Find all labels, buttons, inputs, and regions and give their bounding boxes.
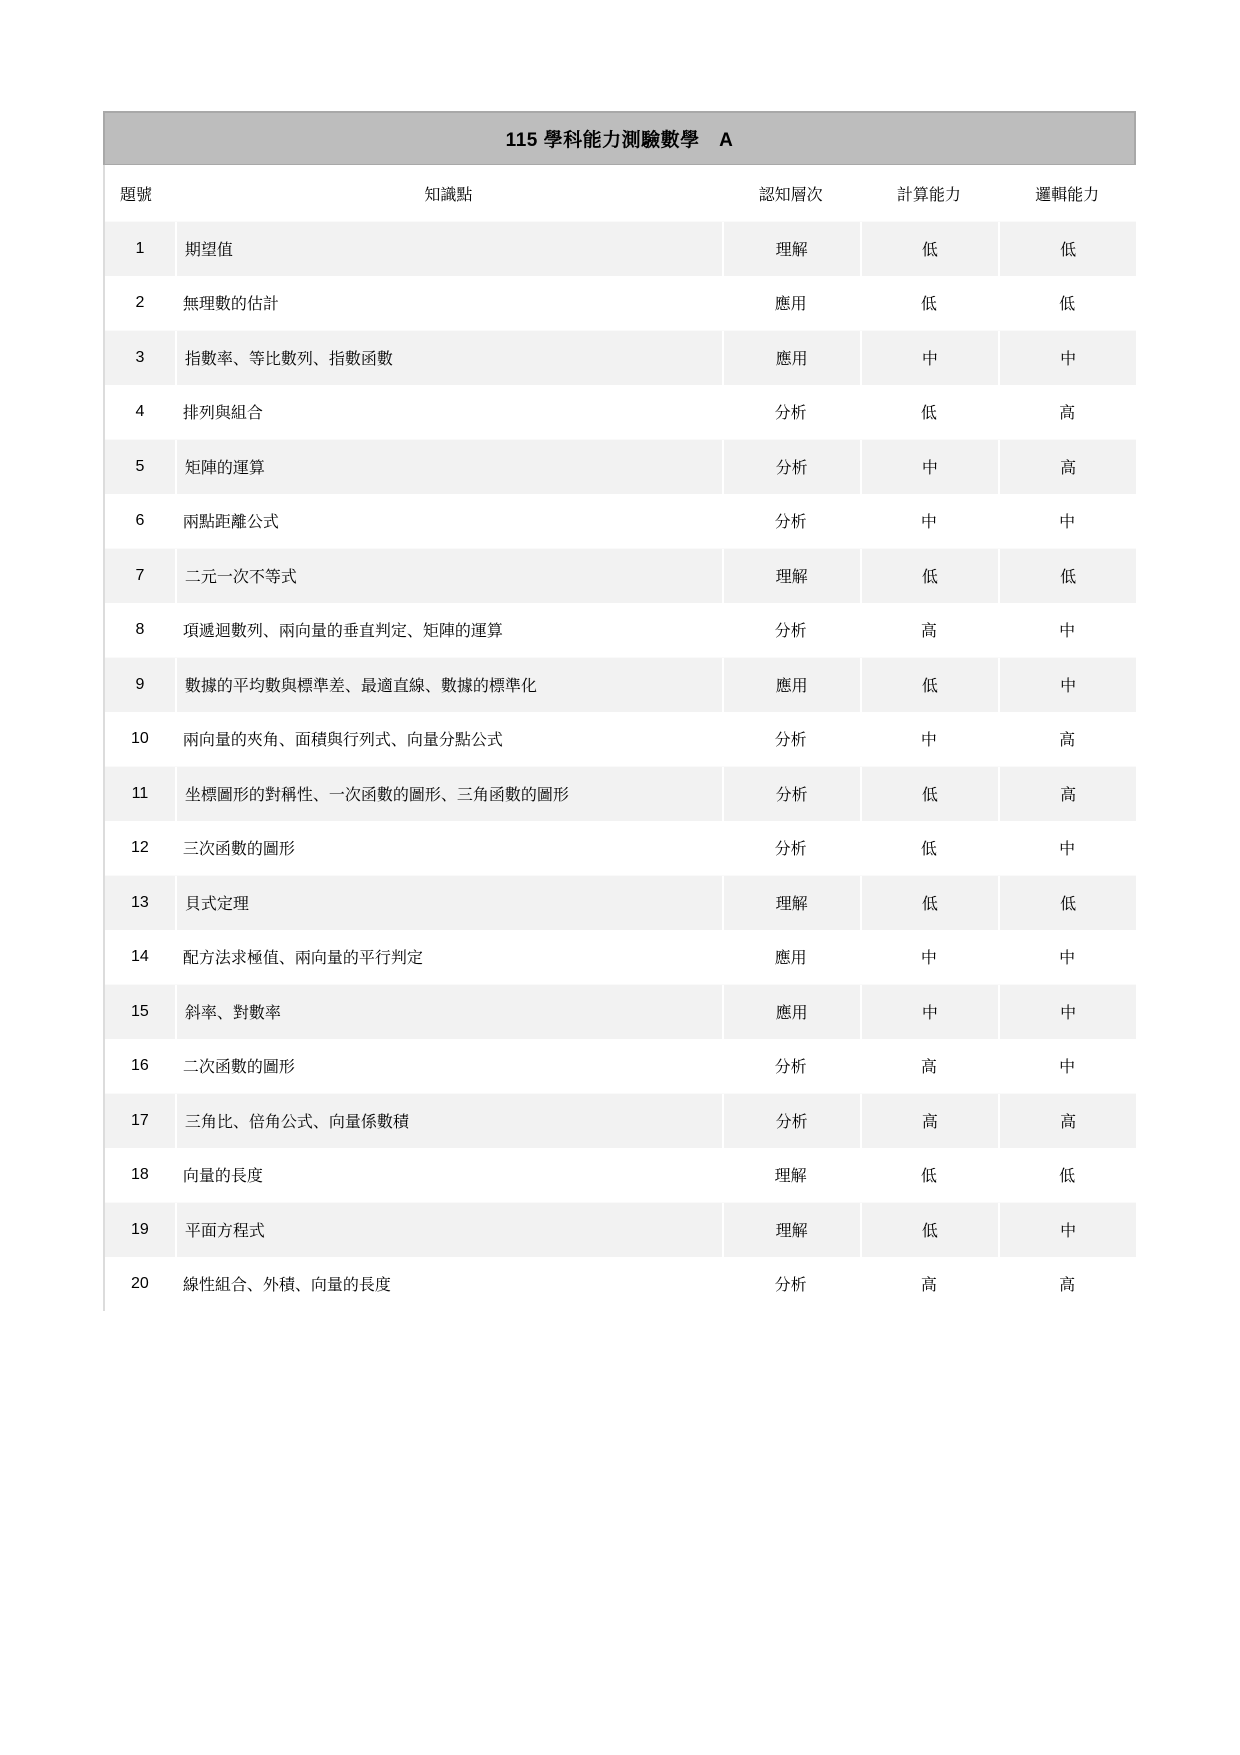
row-logic: 中	[998, 331, 1136, 385]
row-number: 15	[105, 985, 175, 1039]
table-row	[105, 1257, 1136, 1312]
row-calculation: 高	[860, 1257, 999, 1312]
table-row	[105, 1202, 1136, 1257]
row-logic: 中	[998, 1203, 1136, 1257]
row-topic: 配方法求極值、兩向量的平行判定	[175, 930, 722, 985]
table-row	[105, 821, 1136, 876]
row-topic: 項遞迴數列、兩向量的垂直判定、矩陣的運算	[175, 603, 722, 658]
row-cognitive-level: 分析	[722, 1094, 860, 1148]
row-logic: 高	[998, 712, 1136, 767]
row-topic: 排列與組合	[175, 385, 722, 440]
row-calculation: 高	[860, 603, 999, 658]
row-topic: 數據的平均數與標準差、最適直線、數據的標準化	[175, 658, 722, 712]
row-cognitive-level: 應用	[722, 930, 860, 985]
table-row	[105, 385, 1136, 440]
exam-analysis-table	[103, 111, 1136, 1311]
table-row	[105, 603, 1136, 658]
row-logic: 低	[998, 1148, 1136, 1203]
table-header-row	[105, 165, 1136, 221]
row-number: 4	[105, 385, 175, 440]
table-row	[105, 712, 1136, 767]
row-topic: 平面方程式	[175, 1203, 722, 1257]
row-logic: 低	[998, 876, 1136, 930]
column-header-topic: 知識點	[424, 186, 473, 204]
row-cognitive-level: 分析	[722, 821, 860, 876]
row-logic: 高	[998, 1094, 1136, 1148]
table-row	[105, 548, 1136, 603]
row-cognitive-level: 應用	[722, 276, 860, 331]
row-number: 7	[105, 549, 175, 603]
table-title: 115 學科能力測驗數學 A	[103, 111, 1136, 165]
row-number: 5	[105, 440, 175, 494]
row-topic: 三角比、倍角公式、向量係數積	[175, 1094, 722, 1148]
row-calculation: 低	[860, 658, 999, 712]
row-number: 13	[105, 876, 175, 930]
row-topic: 矩陣的運算	[175, 440, 722, 494]
table-row	[105, 1148, 1136, 1203]
table-row	[105, 875, 1136, 930]
row-calculation: 低	[860, 821, 999, 876]
row-logic: 中	[998, 603, 1136, 658]
table-row	[105, 930, 1136, 985]
row-number: 1	[105, 222, 175, 276]
row-calculation: 低	[860, 276, 999, 331]
row-calculation: 中	[860, 930, 999, 985]
row-calculation: 低	[860, 222, 999, 276]
row-cognitive-level: 分析	[722, 1257, 860, 1312]
row-number: 19	[105, 1203, 175, 1257]
column-header-calculation: 計算能力	[896, 186, 961, 204]
row-cognitive-level: 應用	[722, 985, 860, 1039]
row-calculation: 中	[860, 494, 999, 549]
row-cognitive-level: 分析	[722, 494, 860, 549]
row-cognitive-level: 分析	[722, 1039, 860, 1094]
row-number: 8	[105, 603, 175, 658]
row-calculation: 高	[860, 1094, 999, 1148]
row-logic: 高	[998, 767, 1136, 821]
row-cognitive-level: 分析	[722, 385, 860, 440]
row-number: 11	[105, 767, 175, 821]
row-calculation: 低	[860, 549, 999, 603]
table-row	[105, 439, 1136, 494]
row-cognitive-level: 分析	[722, 603, 860, 658]
row-logic: 中	[998, 494, 1136, 549]
row-topic: 坐標圖形的對稱性、一次函數的圖形、三角函數的圖形	[175, 767, 722, 821]
row-cognitive-level: 理解	[722, 549, 860, 603]
row-cognitive-level: 理解	[722, 222, 860, 276]
row-logic: 低	[998, 222, 1136, 276]
row-calculation: 中	[860, 985, 999, 1039]
row-topic: 貝式定理	[175, 876, 722, 930]
row-cognitive-level: 分析	[722, 712, 860, 767]
row-topic: 指數率、等比數列、指數函數	[175, 331, 722, 385]
table-body	[105, 221, 1136, 1311]
row-logic: 中	[998, 930, 1136, 985]
row-number: 12	[105, 821, 175, 876]
row-cognitive-level: 應用	[722, 658, 860, 712]
row-logic: 高	[998, 1257, 1136, 1312]
row-topic: 兩點距離公式	[175, 494, 722, 549]
row-calculation: 低	[860, 1148, 999, 1203]
row-topic: 斜率、對數率	[175, 985, 722, 1039]
table-grid	[103, 165, 1136, 1311]
row-logic: 低	[998, 276, 1136, 331]
row-topic: 線性組合、外積、向量的長度	[175, 1257, 722, 1312]
row-number: 2	[105, 276, 175, 331]
column-header-number: 題號	[120, 186, 153, 204]
row-calculation: 低	[860, 1203, 999, 1257]
row-number: 18	[105, 1148, 175, 1203]
table-row	[105, 657, 1136, 712]
row-topic: 三次函數的圖形	[175, 821, 722, 876]
row-cognitive-level: 理解	[722, 876, 860, 930]
column-header-cognitive-level: 認知層次	[758, 186, 823, 204]
row-topic: 向量的長度	[175, 1148, 722, 1203]
table-row	[105, 766, 1136, 821]
row-topic: 二次函數的圖形	[175, 1039, 722, 1094]
row-calculation: 低	[860, 876, 999, 930]
row-logic: 中	[998, 821, 1136, 876]
row-number: 9	[105, 658, 175, 712]
row-calculation: 高	[860, 1039, 999, 1094]
row-cognitive-level: 應用	[722, 331, 860, 385]
row-number: 14	[105, 930, 175, 985]
row-calculation: 低	[860, 767, 999, 821]
row-logic: 中	[998, 985, 1136, 1039]
row-logic: 中	[998, 658, 1136, 712]
row-topic: 兩向量的夾角、面積與行列式、向量分點公式	[175, 712, 722, 767]
row-number: 17	[105, 1094, 175, 1148]
row-calculation: 中	[860, 331, 999, 385]
row-number: 3	[105, 331, 175, 385]
row-logic: 高	[998, 385, 1136, 440]
row-topic: 無理數的估計	[175, 276, 722, 331]
table-row	[105, 1093, 1136, 1148]
table-row	[105, 276, 1136, 331]
table-row	[105, 984, 1136, 1039]
row-logic: 高	[998, 440, 1136, 494]
table-row	[105, 494, 1136, 549]
row-topic: 二元一次不等式	[175, 549, 722, 603]
row-number: 6	[105, 494, 175, 549]
row-calculation: 低	[860, 385, 999, 440]
row-number: 20	[105, 1257, 175, 1312]
table-row	[105, 330, 1136, 385]
table-row	[105, 1039, 1136, 1094]
row-logic: 中	[998, 1039, 1136, 1094]
row-cognitive-level: 理解	[722, 1203, 860, 1257]
row-topic: 期望值	[175, 222, 722, 276]
row-number: 16	[105, 1039, 175, 1094]
row-calculation: 中	[860, 712, 999, 767]
row-calculation: 中	[860, 440, 999, 494]
row-logic: 低	[998, 549, 1136, 603]
row-cognitive-level: 分析	[722, 767, 860, 821]
row-cognitive-level: 分析	[722, 440, 860, 494]
row-cognitive-level: 理解	[722, 1148, 860, 1203]
column-header-logic: 邏輯能力	[1035, 186, 1100, 204]
row-number: 10	[105, 712, 175, 767]
table-row	[105, 221, 1136, 276]
